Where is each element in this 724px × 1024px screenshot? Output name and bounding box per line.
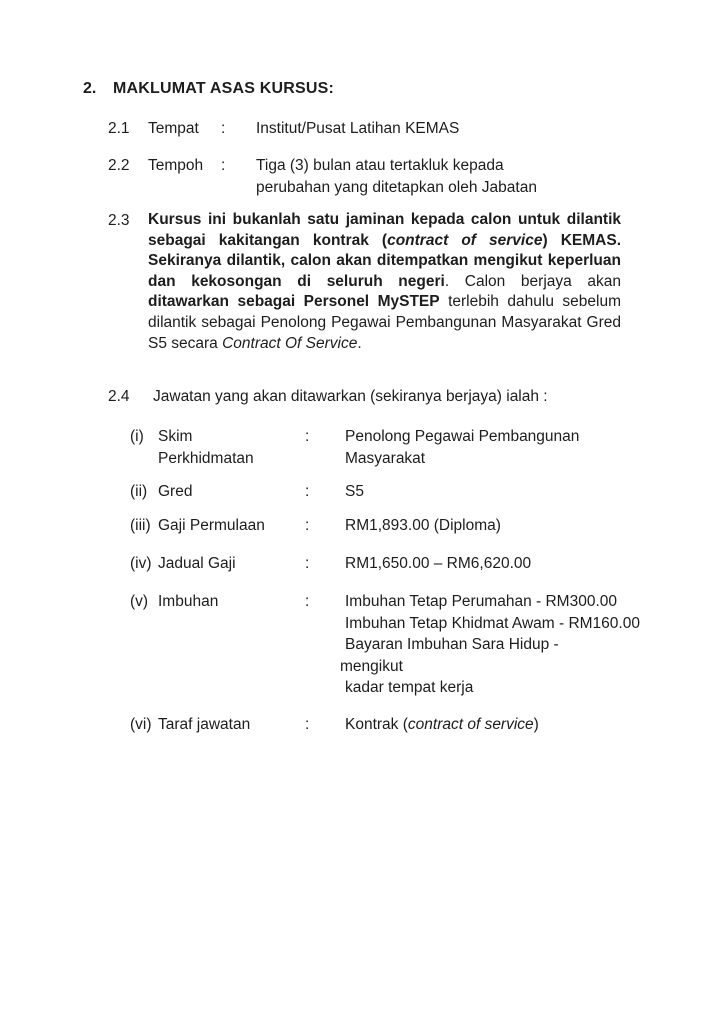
item-value <box>345 553 685 575</box>
item-value <box>345 426 685 469</box>
item-colon: : <box>305 555 310 572</box>
subsection-colon: : <box>221 120 226 137</box>
text-segment: Masyarakat <box>345 449 426 467</box>
item-colon: : <box>305 593 310 610</box>
label-line: Gred <box>158 483 193 500</box>
item-value <box>345 714 685 736</box>
value-line <box>345 481 685 503</box>
item-label <box>158 426 300 469</box>
value-line <box>345 426 685 448</box>
text-segment: . Calon berjaya akan <box>444 272 621 290</box>
text-segment: Kontrak ( <box>345 716 408 733</box>
item-label <box>158 481 300 503</box>
item-value <box>345 515 685 537</box>
item-label <box>158 591 300 613</box>
subsection-number: 2.1 <box>108 120 130 137</box>
text-segment: ) <box>533 716 539 733</box>
section-number: 2. <box>83 80 97 97</box>
label-line: Perkhidmatan <box>158 449 254 467</box>
text-segment: Contract Of Service <box>222 334 358 352</box>
paragraph-body <box>148 210 621 354</box>
text-segment: Kursus ini bukanlah satu jaminan kepada calon untuk dilantik sebagai kakitangan kontrak ( <box>148 211 621 249</box>
value-line <box>345 553 685 575</box>
section-heading <box>0 78 724 98</box>
item-label <box>158 515 300 537</box>
subsection-colon: : <box>221 157 226 174</box>
item-numeral: (v) <box>130 593 149 610</box>
label-line: Taraf jawatan <box>158 716 251 733</box>
text-segment: Imbuhan Tetap Perumahan - RM300.00 <box>345 593 617 610</box>
value-line <box>345 591 685 613</box>
value-line <box>345 677 685 699</box>
subsection-number: 2.2 <box>108 157 130 174</box>
label-line: Imbuhan <box>158 593 219 610</box>
subsection-value <box>256 118 586 140</box>
value-line <box>345 634 685 656</box>
label-line: Gaji Permulaan <box>158 517 265 534</box>
text-segment: ) KEMAS. Sekiranya dilantik, calon akan ditempatkan mengikut keperluan dan kekosongan di seluruh negeri <box>148 231 622 290</box>
text-segment: mengikut <box>340 657 403 675</box>
value-line <box>345 613 685 635</box>
text-segment: Imbuhan Tetap Khidmat Awam - RM160.00 <box>345 614 640 632</box>
item-numeral: (iii) <box>130 517 151 534</box>
text-segment: Bayaran Imbuhan Sara Hidup - <box>345 636 559 653</box>
item-colon: : <box>305 517 310 534</box>
value-line: Tiga (3) bulan atau tertakluk kepada <box>256 157 504 174</box>
value-line <box>345 714 685 736</box>
subsection-value <box>256 155 586 198</box>
text-segment: RM1,650.00 – RM6,620.00 <box>345 555 532 572</box>
paragraph-number: 2.4 <box>108 388 130 405</box>
item-numeral: (ii) <box>130 483 148 500</box>
text-segment: terlebih dahulu sebelum dilantik sebagai Penolong Pegawai Pembangunan Masyarakat Gred S5 secara <box>148 293 621 352</box>
value-line <box>345 515 685 537</box>
item-label <box>158 553 300 575</box>
item-colon: : <box>305 483 310 500</box>
label-line: Jadual Gaji <box>158 555 236 572</box>
label-line: Skim <box>158 428 193 445</box>
value-line: Institut/Pusat Latihan KEMAS <box>256 120 460 137</box>
text-segment: Penolong Pegawai Pembangunan <box>345 428 580 445</box>
value-line <box>340 656 685 678</box>
text-segment: kadar tempat kerja <box>345 679 474 696</box>
item-colon: : <box>305 716 310 733</box>
text-segment: . <box>357 334 362 352</box>
subsection-label: Tempoh <box>148 157 204 174</box>
item-numeral: (vi) <box>130 716 152 733</box>
item-value <box>340 591 685 699</box>
subsection-label: Tempat <box>148 120 199 137</box>
text-segment: S5 <box>345 483 364 500</box>
item-label <box>158 714 300 736</box>
item-numeral: (iv) <box>130 555 152 572</box>
item-colon: : <box>305 428 310 445</box>
text-segment: ditawarkan sebagai Personel MySTEP <box>148 293 440 311</box>
value-line <box>345 448 685 470</box>
item-numeral: (i) <box>130 428 144 445</box>
text-segment: contract of service <box>387 231 543 249</box>
paragraph-number: 2.3 <box>108 212 130 229</box>
text-segment: RM1,893.00 (Diploma) <box>345 517 501 534</box>
text-segment: contract of service <box>407 716 534 733</box>
item-value <box>345 481 685 503</box>
paragraph-text: Jawatan yang akan ditawarkan (sekiranya berjaya) ialah : <box>153 388 548 405</box>
value-line: perubahan yang ditetapkan oleh Jabatan <box>256 178 537 196</box>
section-title: MAKLUMAT ASAS KURSUS: <box>113 80 335 97</box>
